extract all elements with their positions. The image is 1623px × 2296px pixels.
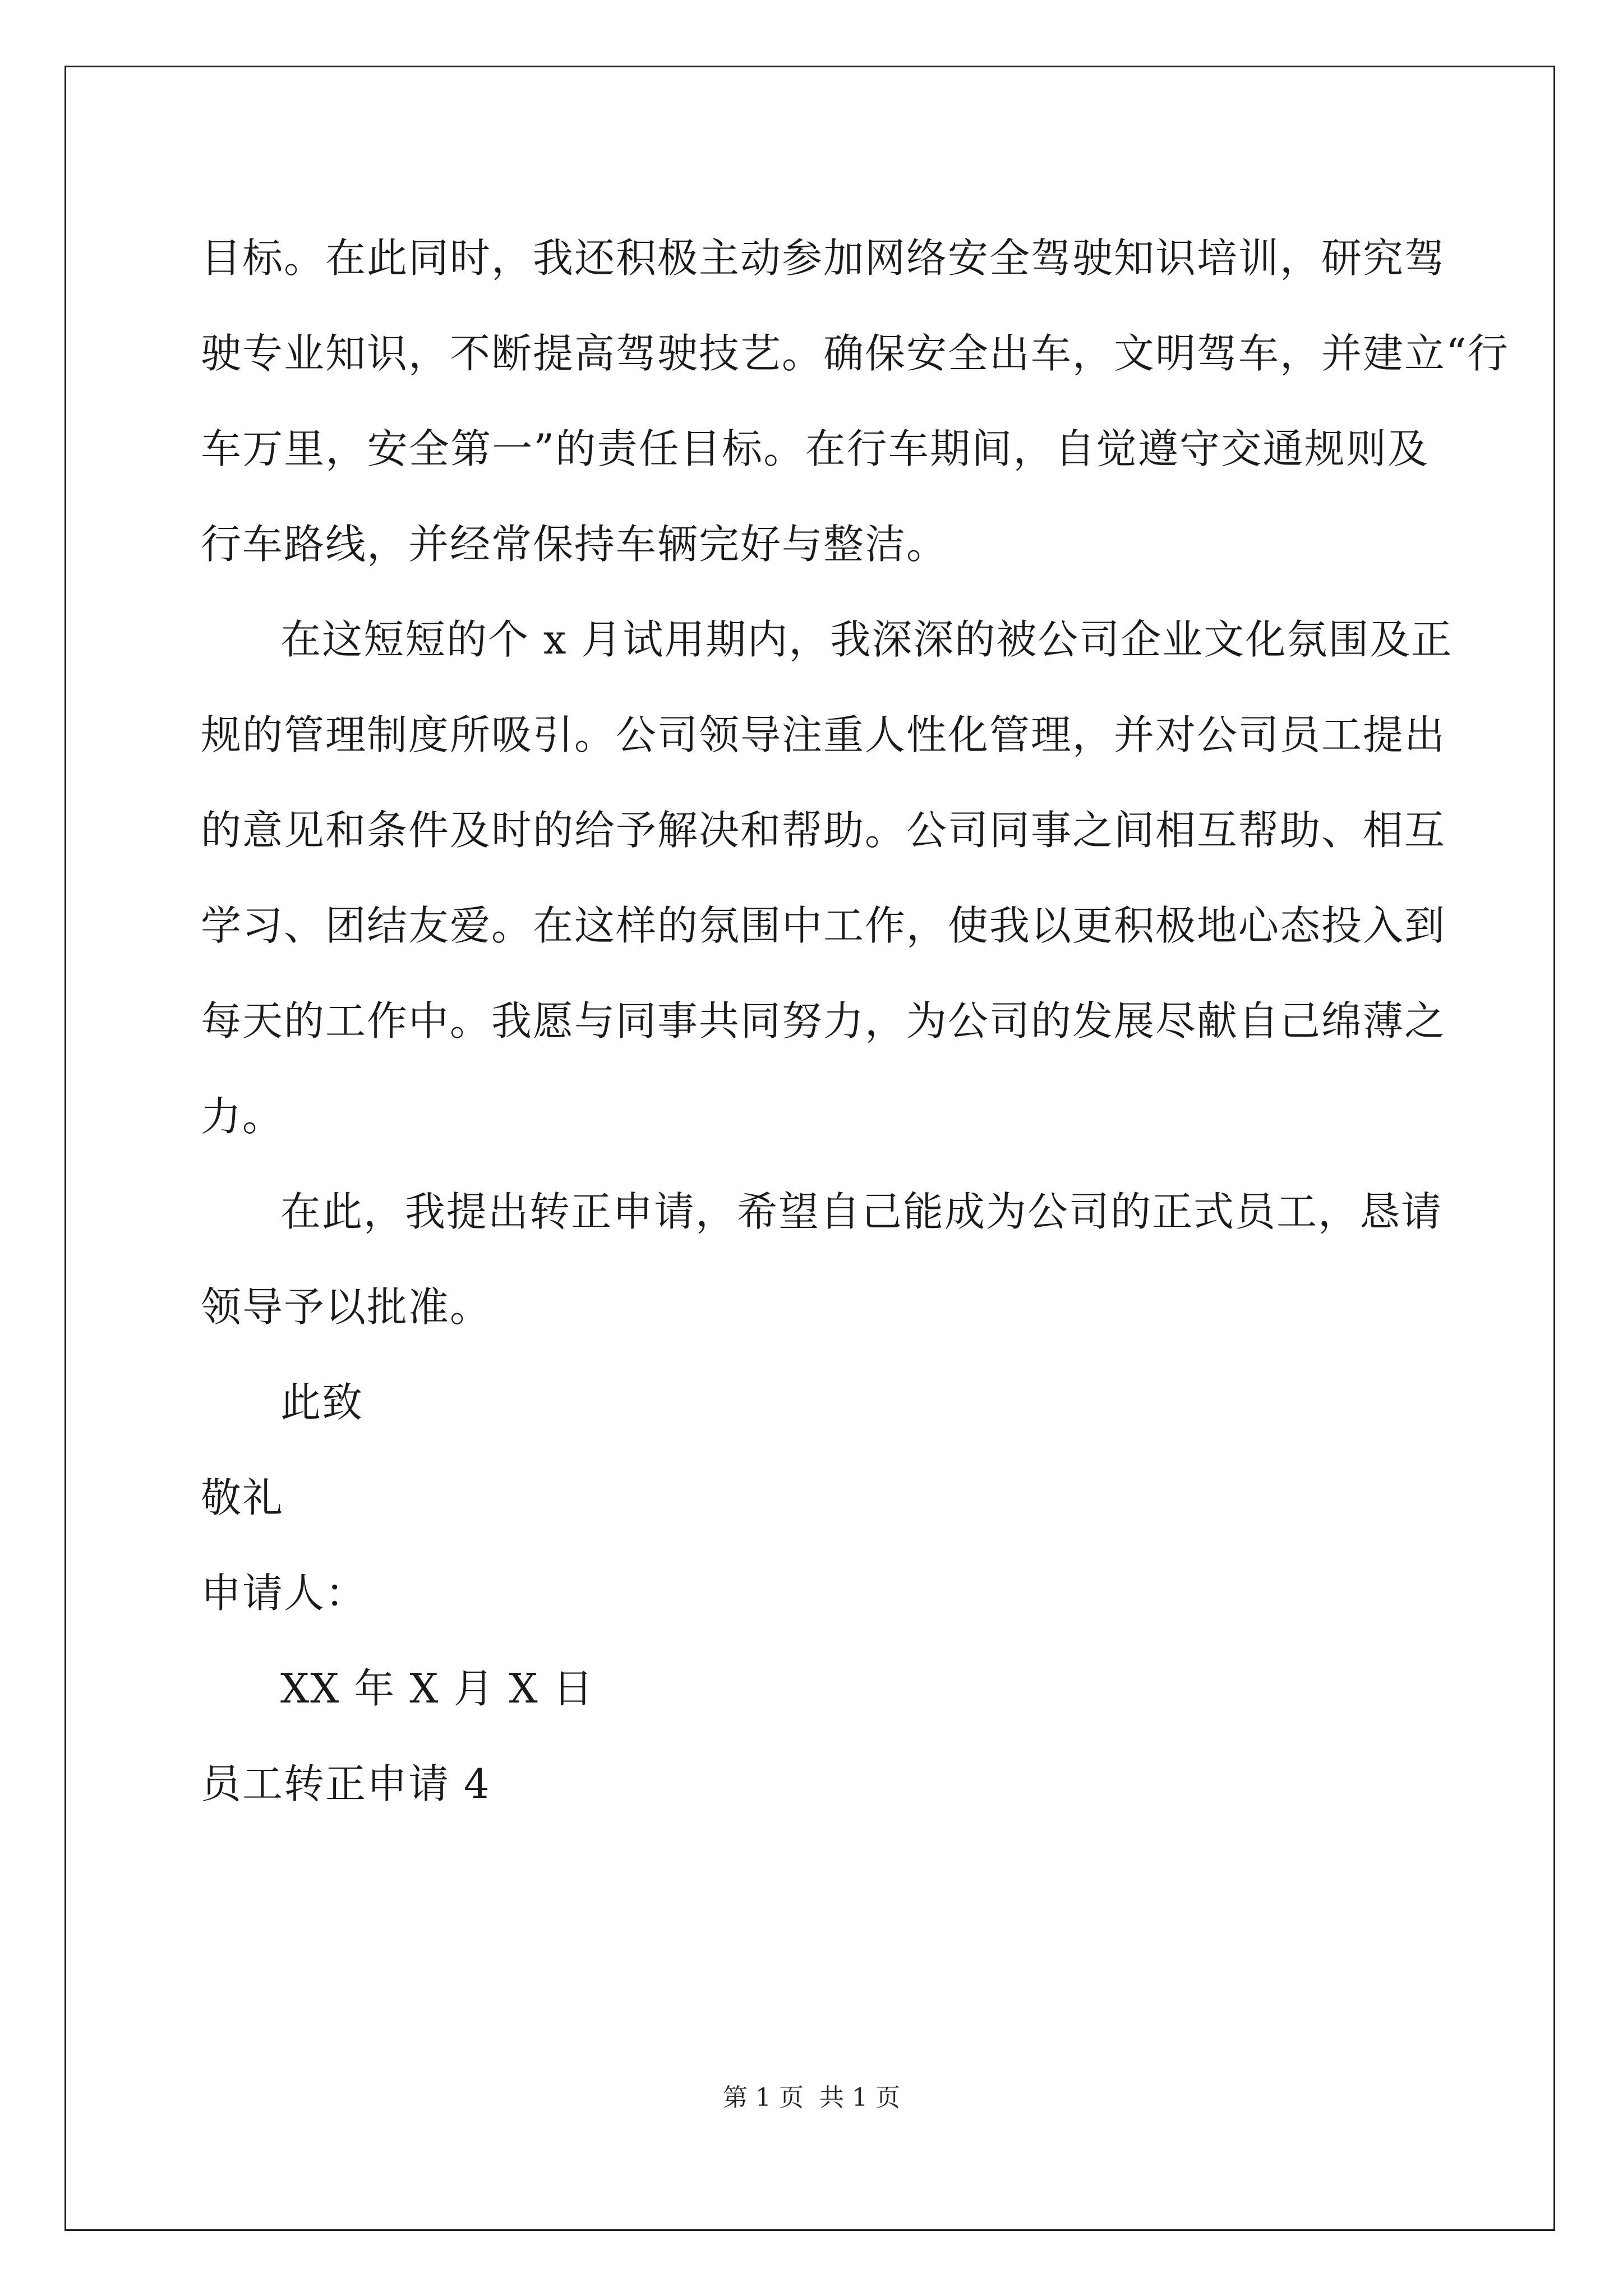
paragraph-line: 在此，我提出转正申请，希望自己能成为公司的正式员工，恳请 bbox=[280, 1188, 1443, 1235]
page-number: 第 1 页 bbox=[723, 2083, 804, 2112]
paragraph-line: 学习、团结友爱。在这样的氛围中工作，使我以更积极地心态投入到 bbox=[201, 902, 1446, 949]
page-border bbox=[64, 66, 1555, 2231]
paragraph-line: 规的管理制度所吸引。公司领导注重人性化管理，并对公司员工提出 bbox=[201, 711, 1446, 758]
page-footer bbox=[0, 2081, 1623, 2115]
paragraph-line: 在这短短的个 x 月试用期内，我深深的被公司企业文化氛围及正 bbox=[280, 616, 1453, 663]
applicant-line: 申请人： bbox=[201, 1570, 367, 1617]
paragraph-line: 的意见和条件及时的给予解决和帮助。公司同事之间相互帮助、相互 bbox=[201, 807, 1446, 854]
paragraph-line: 力。 bbox=[201, 1093, 284, 1140]
paragraph-line: 行车路线，并经常保持车辆完好与整洁。 bbox=[201, 521, 948, 568]
paragraph-line: 驶专业知识，不断提高驾驶技艺。确保安全出车，文明驾车，并建立“行 bbox=[201, 330, 1509, 377]
page-total: 共 1 页 bbox=[819, 2083, 900, 2112]
paragraph-line: 每天的工作中。我愿与同事共同努力，为公司的发展尽献自己绵薄之 bbox=[201, 997, 1446, 1045]
paragraph-line: 目标。在此同时，我还积极主动参加网络安全驾驶知识培训，研究驾 bbox=[201, 234, 1446, 282]
closing-line: 此致 bbox=[280, 1379, 364, 1426]
paragraph-line: 车万里，安全第一”的责任目标。在行车期间，自觉遵守交通规则及 bbox=[201, 425, 1429, 472]
salutation-line: 敬礼 bbox=[201, 1474, 284, 1521]
date-line: XX 年 X 月 X 日 bbox=[280, 1665, 594, 1712]
paragraph-line: 领导予以批准。 bbox=[201, 1283, 492, 1331]
section-heading: 员工转正申请 4 bbox=[201, 1760, 491, 1807]
